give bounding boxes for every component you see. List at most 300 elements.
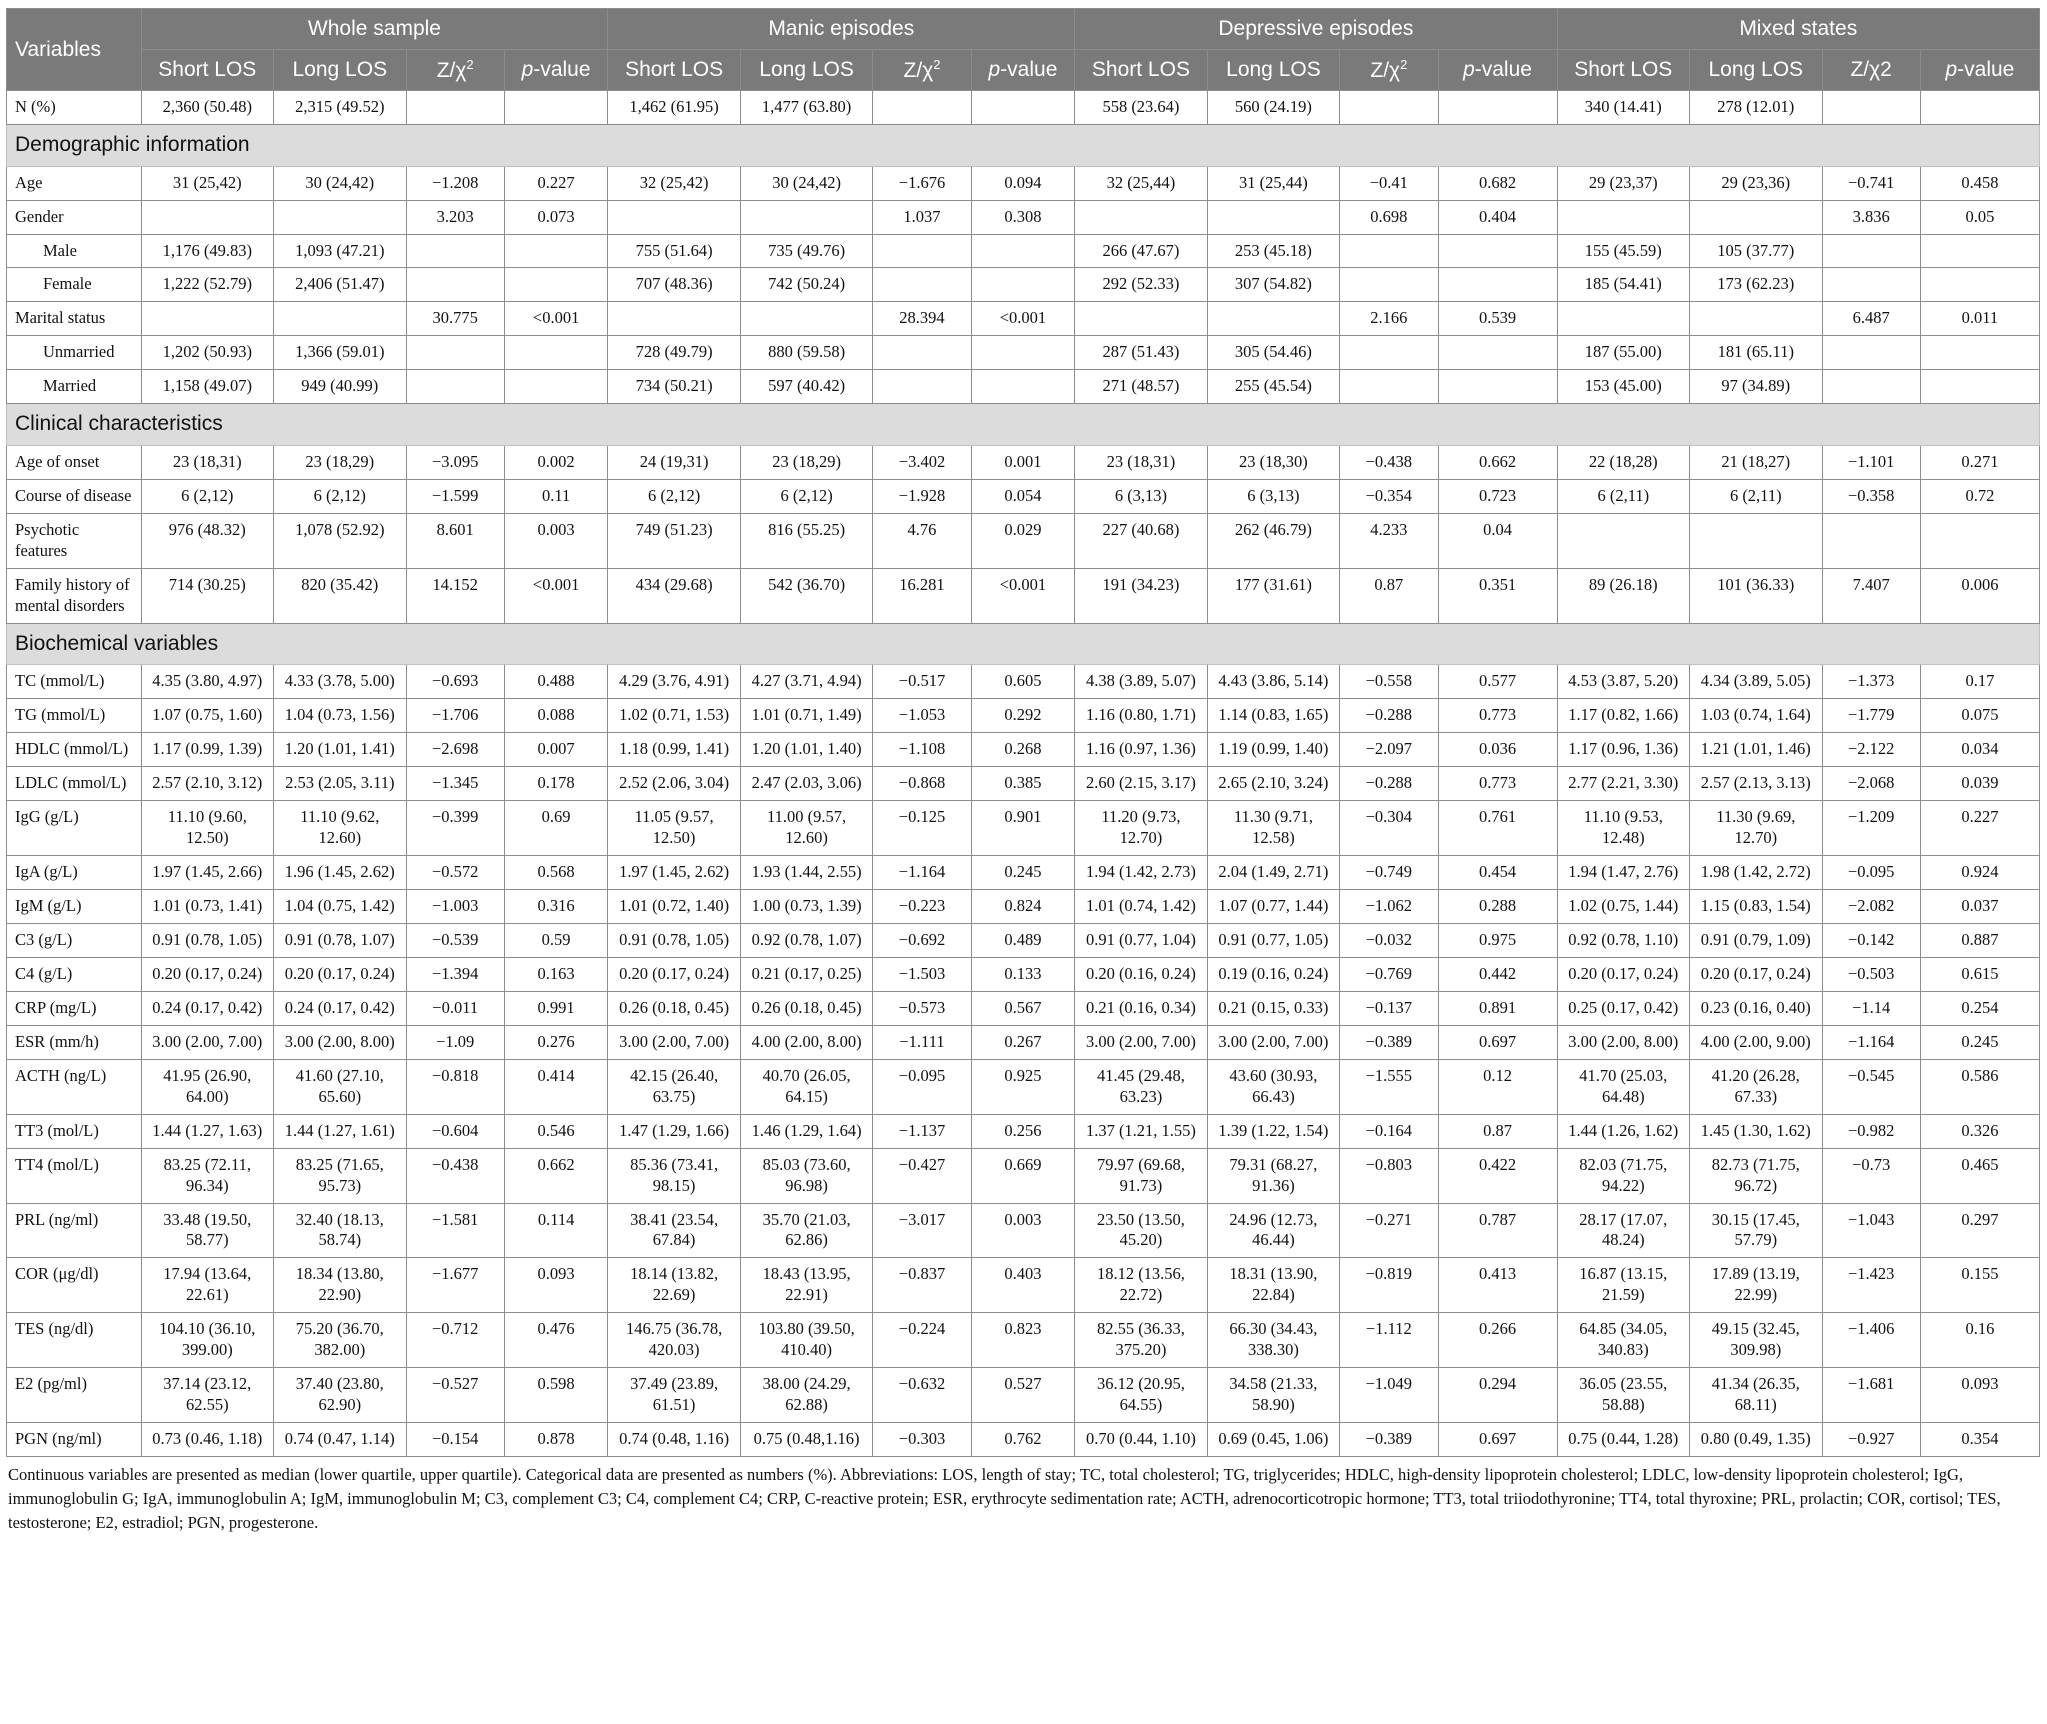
- table-cell: 1.93 (1.44, 2.55): [740, 856, 872, 890]
- row-label: CRP (mg/L): [7, 991, 142, 1025]
- table-cell: 30.775: [406, 302, 504, 336]
- table-cell: 0.527: [971, 1368, 1075, 1423]
- table-cell: 6 (2,12): [608, 479, 740, 513]
- table-row: [7, 234, 2040, 268]
- table-row: [7, 1148, 2040, 1203]
- table-cell: 1.45 (1.30, 1.62): [1690, 1114, 1822, 1148]
- row-label: Course of disease: [7, 479, 142, 513]
- table-cell: 0.26 (0.18, 0.45): [608, 991, 740, 1025]
- table-cell: [971, 234, 1075, 268]
- table-row: [7, 1203, 2040, 1258]
- table-cell: [504, 234, 608, 268]
- table-cell: 0.761: [1438, 801, 1557, 856]
- table-cell: [1340, 268, 1438, 302]
- table-cell: −1.208: [406, 166, 504, 200]
- row-label: TT4 (mol/L): [7, 1148, 142, 1203]
- table-cell: 31 (25,44): [1207, 166, 1339, 200]
- table-cell: [1920, 91, 2039, 125]
- table-cell: 4.53 (3.87, 5.20): [1557, 665, 1689, 699]
- table-cell: 36.12 (20.95, 64.55): [1075, 1368, 1207, 1423]
- table-cell: −1.406: [1822, 1313, 1920, 1368]
- table-cell: −0.517: [873, 665, 971, 699]
- table-cell: 305 (54.46): [1207, 336, 1339, 370]
- table-cell: [1920, 234, 2039, 268]
- table-cell: 146.75 (36.78, 420.03): [608, 1313, 740, 1368]
- table-cell: [740, 200, 872, 234]
- table-cell: −0.803: [1340, 1148, 1438, 1203]
- table-cell: 2.47 (2.03, 3.06): [740, 767, 872, 801]
- table-cell: 1.47 (1.29, 1.66): [608, 1114, 740, 1148]
- table-cell: [1920, 268, 2039, 302]
- table-cell: [873, 336, 971, 370]
- row-label: PRL (ng/ml): [7, 1203, 142, 1258]
- table-cell: 880 (59.58): [740, 336, 872, 370]
- row-label: Married: [7, 370, 142, 404]
- table-cell: 0.267: [971, 1025, 1075, 1059]
- subheader-g0-c1: Long LOS: [274, 50, 406, 91]
- table-cell: 0.925: [971, 1059, 1075, 1114]
- table-cell: 0.698: [1340, 200, 1438, 234]
- table-cell: 41.34 (26.35, 68.11): [1690, 1368, 1822, 1423]
- table-cell: [504, 268, 608, 302]
- table-cell: [873, 268, 971, 302]
- table-cell: 32 (25,42): [608, 166, 740, 200]
- table-cell: 29 (23,37): [1557, 166, 1689, 200]
- table-cell: 1.01 (0.71, 1.49): [740, 699, 872, 733]
- table-cell: 22 (18,28): [1557, 445, 1689, 479]
- table-cell: 0.20 (0.17, 0.24): [274, 957, 406, 991]
- section-row: [7, 623, 2040, 665]
- table-cell: −0.399: [406, 801, 504, 856]
- table-row: [7, 479, 2040, 513]
- table-cell: 2.52 (2.06, 3.04): [608, 767, 740, 801]
- table-cell: 0.823: [971, 1313, 1075, 1368]
- table-cell: −1.049: [1340, 1368, 1438, 1423]
- table-cell: 104.10 (36.10, 399.00): [141, 1313, 273, 1368]
- table-cell: 949 (40.99): [274, 370, 406, 404]
- table-cell: 0.23 (0.16, 0.40): [1690, 991, 1822, 1025]
- table-cell: 3.836: [1822, 200, 1920, 234]
- table-cell: 0.21 (0.15, 0.33): [1207, 991, 1339, 1025]
- table-cell: 4.34 (3.89, 5.05): [1690, 665, 1822, 699]
- table-cell: 23 (18,31): [141, 445, 273, 479]
- table-cell: 0.682: [1438, 166, 1557, 200]
- table-row: [7, 923, 2040, 957]
- table-cell: [1438, 370, 1557, 404]
- table-cell: −1.101: [1822, 445, 1920, 479]
- table-cell: 11.30 (9.71, 12.58): [1207, 801, 1339, 856]
- table-cell: 253 (45.18): [1207, 234, 1339, 268]
- table-cell: [1340, 91, 1438, 125]
- table-cell: 0.227: [1920, 801, 2039, 856]
- subheader-g1-c0: Short LOS: [608, 50, 740, 91]
- table-cell: 2.166: [1340, 302, 1438, 336]
- table-cell: 227 (40.68): [1075, 513, 1207, 568]
- table-cell: [608, 302, 740, 336]
- table-cell: 0.133: [971, 957, 1075, 991]
- row-label: COR (μg/dl): [7, 1258, 142, 1313]
- row-label: Age: [7, 166, 142, 200]
- header-group-row: [7, 9, 2040, 50]
- row-label: ACTH (ng/L): [7, 1059, 142, 1114]
- table-cell: 49.15 (32.45, 309.98): [1690, 1313, 1822, 1368]
- table-cell: −0.427: [873, 1148, 971, 1203]
- table-cell: [1438, 91, 1557, 125]
- table-cell: 7.407: [1822, 568, 1920, 623]
- table-row: [7, 957, 2040, 991]
- table-cell: [873, 370, 971, 404]
- row-label: Male: [7, 234, 142, 268]
- table-cell: 1.00 (0.73, 1.39): [740, 889, 872, 923]
- table-cell: 64.85 (34.05, 340.83): [1557, 1313, 1689, 1368]
- table-row: [7, 370, 2040, 404]
- table-cell: 185 (54.41): [1557, 268, 1689, 302]
- table-row: [7, 568, 2040, 623]
- table-cell: 1.94 (1.42, 2.73): [1075, 856, 1207, 890]
- table-cell: −1.164: [1822, 1025, 1920, 1059]
- row-label: C4 (g/L): [7, 957, 142, 991]
- table-cell: 2.60 (2.15, 3.17): [1075, 767, 1207, 801]
- table-cell: 0.288: [1438, 889, 1557, 923]
- table-cell: [1557, 302, 1689, 336]
- table-cell: 0.24 (0.17, 0.42): [274, 991, 406, 1025]
- table-cell: −1.053: [873, 699, 971, 733]
- table-cell: 3.00 (2.00, 7.00): [608, 1025, 740, 1059]
- table-cell: 1,093 (47.21): [274, 234, 406, 268]
- table-cell: 4.00 (2.00, 8.00): [740, 1025, 872, 1059]
- table-cell: −1.599: [406, 479, 504, 513]
- table-cell: <0.001: [971, 568, 1075, 623]
- table-cell: 43.60 (30.93, 66.43): [1207, 1059, 1339, 1114]
- table-cell: 37.14 (23.12, 62.55): [141, 1368, 273, 1423]
- row-label: Psychotic features: [7, 513, 142, 568]
- table-cell: [1920, 336, 2039, 370]
- subheader-g0-c2: $Z/\chi^2$: [406, 50, 504, 91]
- table-cell: 2.57 (2.10, 3.12): [141, 767, 273, 801]
- table-cell: −0.527: [406, 1368, 504, 1423]
- table-cell: 28.394: [873, 302, 971, 336]
- row-label: Age of onset: [7, 445, 142, 479]
- table-row: [7, 1114, 2040, 1148]
- table-cell: 542 (36.70): [740, 568, 872, 623]
- table-cell: 0.92 (0.78, 1.07): [740, 923, 872, 957]
- table-cell: [608, 200, 740, 234]
- table-cell: 0.91 (0.78, 1.07): [274, 923, 406, 957]
- table-cell: −0.741: [1822, 166, 1920, 200]
- table-cell: 1.07 (0.77, 1.44): [1207, 889, 1339, 923]
- table-cell: [1438, 268, 1557, 302]
- table-cell: 0.489: [971, 923, 1075, 957]
- table-row: [7, 699, 2040, 733]
- table-cell: 32 (25,44): [1075, 166, 1207, 200]
- subheader-g3-c2: Z/χ2: [1822, 50, 1920, 91]
- table-cell: −1.676: [873, 166, 971, 200]
- table-cell: 307 (54.82): [1207, 268, 1339, 302]
- table-cell: 1.94 (1.47, 2.76): [1557, 856, 1689, 890]
- table-cell: 4.233: [1340, 513, 1438, 568]
- subheader-g2-c3: p-value: [1438, 50, 1557, 91]
- table-cell: 28.17 (17.07, 48.24): [1557, 1203, 1689, 1258]
- table-cell: 4.00 (2.00, 9.00): [1690, 1025, 1822, 1059]
- table-cell: −0.389: [1340, 1423, 1438, 1457]
- table-cell: 0.669: [971, 1148, 1075, 1203]
- subheader-g1-c3: p-value: [971, 50, 1075, 91]
- table-cell: 177 (31.61): [1207, 568, 1339, 623]
- table-cell: 0.924: [1920, 856, 2039, 890]
- row-label: LDLC (mmol/L): [7, 767, 142, 801]
- table-cell: −0.818: [406, 1059, 504, 1114]
- table-cell: 0.11: [504, 479, 608, 513]
- table-cell: [406, 234, 504, 268]
- table-cell: 24.96 (12.73, 46.44): [1207, 1203, 1339, 1258]
- table-cell: 0.036: [1438, 733, 1557, 767]
- subheader-g0-c3: p-value: [504, 50, 608, 91]
- table-cell: 728 (49.79): [608, 336, 740, 370]
- table-cell: −1.681: [1822, 1368, 1920, 1423]
- table-cell: 3.00 (2.00, 8.00): [274, 1025, 406, 1059]
- table-row: [7, 1258, 2040, 1313]
- table-cell: 0.385: [971, 767, 1075, 801]
- table-cell: 1.97 (1.45, 2.66): [141, 856, 273, 890]
- table-cell: 29 (23,36): [1690, 166, 1822, 200]
- table-cell: 23 (18,31): [1075, 445, 1207, 479]
- table-cell: 0.26 (0.18, 0.45): [740, 991, 872, 1025]
- table-cell: 41.60 (27.10, 65.60): [274, 1059, 406, 1114]
- table-cell: −3.017: [873, 1203, 971, 1258]
- table-cell: 155 (45.59): [1557, 234, 1689, 268]
- table-cell: 79.97 (69.68, 91.73): [1075, 1148, 1207, 1203]
- group-header-manic: Manic episodes: [608, 9, 1075, 50]
- table-cell: 0.697: [1438, 1025, 1557, 1059]
- table-cell: −2.122: [1822, 733, 1920, 767]
- table-cell: 0.007: [504, 733, 608, 767]
- table-cell: [971, 91, 1075, 125]
- table-cell: 0.891: [1438, 991, 1557, 1025]
- table-cell: −0.164: [1340, 1114, 1438, 1148]
- table-cell: 83.25 (72.11, 96.34): [141, 1148, 273, 1203]
- table-cell: 1.16 (0.80, 1.71): [1075, 699, 1207, 733]
- table-cell: 0.546: [504, 1114, 608, 1148]
- table-cell: 734 (50.21): [608, 370, 740, 404]
- table-cell: 6 (2,12): [740, 479, 872, 513]
- table-cell: −1.112: [1340, 1313, 1438, 1368]
- table-cell: 0.87: [1438, 1114, 1557, 1148]
- table-cell: 816 (55.25): [740, 513, 872, 568]
- table-cell: −0.632: [873, 1368, 971, 1423]
- table-cell: −0.288: [1340, 699, 1438, 733]
- table-cell: 0.91 (0.77, 1.04): [1075, 923, 1207, 957]
- table-cell: 0.91 (0.78, 1.05): [141, 923, 273, 957]
- table-cell: −0.125: [873, 801, 971, 856]
- table-cell: 4.33 (3.78, 5.00): [274, 665, 406, 699]
- table-cell: [1075, 200, 1207, 234]
- subheader-g3-c3: p-value: [1920, 50, 2039, 91]
- row-label: Marital status: [7, 302, 142, 336]
- table-cell: 3.00 (2.00, 7.00): [1075, 1025, 1207, 1059]
- section-heading: Biochemical variables: [7, 623, 2040, 665]
- subheader-g0-c0: Short LOS: [141, 50, 273, 91]
- table-cell: 18.34 (13.80, 22.90): [274, 1258, 406, 1313]
- table-cell: [1207, 302, 1339, 336]
- section-heading: Demographic information: [7, 124, 2040, 166]
- table-cell: 0.25 (0.17, 0.42): [1557, 991, 1689, 1025]
- table-cell: 749 (51.23): [608, 513, 740, 568]
- table-cell: −0.712: [406, 1313, 504, 1368]
- group-header-mixed: Mixed states: [1557, 9, 2039, 50]
- table-cell: 1.04 (0.73, 1.56): [274, 699, 406, 733]
- table-cell: 153 (45.00): [1557, 370, 1689, 404]
- table-cell: 0.227: [504, 166, 608, 200]
- table-cell: 41.95 (26.90, 64.00): [141, 1059, 273, 1114]
- table-cell: 0.326: [1920, 1114, 2039, 1148]
- row-label: IgM (g/L): [7, 889, 142, 923]
- table-cell: 0.598: [504, 1368, 608, 1423]
- table-cell: 0.773: [1438, 699, 1557, 733]
- table-cell: 0.266: [1438, 1313, 1557, 1368]
- table-cell: −0.749: [1340, 856, 1438, 890]
- table-cell: 0.568: [504, 856, 608, 890]
- table-cell: 0.605: [971, 665, 1075, 699]
- table-cell: 0.24 (0.17, 0.42): [141, 991, 273, 1025]
- table-cell: 1.01 (0.74, 1.42): [1075, 889, 1207, 923]
- table-cell: 0.75 (0.48,1.16): [740, 1423, 872, 1457]
- table-cell: −0.271: [1340, 1203, 1438, 1258]
- subheader-g3-c1: Long LOS: [1690, 50, 1822, 91]
- table-cell: 0.586: [1920, 1059, 2039, 1114]
- table-cell: 2.77 (2.21, 3.30): [1557, 767, 1689, 801]
- subheader-g1-c2: $Z/\chi^2$: [873, 50, 971, 91]
- table-cell: 0.442: [1438, 957, 1557, 991]
- table-cell: 41.70 (25.03, 64.48): [1557, 1059, 1689, 1114]
- table-row: [7, 889, 2040, 923]
- table-cell: 0.662: [504, 1148, 608, 1203]
- table-cell: 1.21 (1.01, 1.46): [1690, 733, 1822, 767]
- table-cell: 11.10 (9.62, 12.60): [274, 801, 406, 856]
- table-cell: 0.75 (0.44, 1.28): [1557, 1423, 1689, 1457]
- table-cell: 40.70 (26.05, 64.15): [740, 1059, 872, 1114]
- table-cell: 0.308: [971, 200, 1075, 234]
- table-cell: [971, 336, 1075, 370]
- table-cell: −0.032: [1340, 923, 1438, 957]
- table-cell: 30 (24,42): [740, 166, 872, 200]
- table-cell: 0.878: [504, 1423, 608, 1457]
- table-cell: 1.15 (0.83, 1.54): [1690, 889, 1822, 923]
- table-row: [7, 513, 2040, 568]
- table-cell: −1.209: [1822, 801, 1920, 856]
- table-cell: 1,202 (50.93): [141, 336, 273, 370]
- table-cell: [504, 370, 608, 404]
- table-cell: [1822, 370, 1920, 404]
- table-cell: 0.662: [1438, 445, 1557, 479]
- table-cell: 262 (46.79): [1207, 513, 1339, 568]
- table-cell: 38.41 (23.54, 67.84): [608, 1203, 740, 1258]
- table-cell: 187 (55.00): [1557, 336, 1689, 370]
- row-label: TES (ng/dl): [7, 1313, 142, 1368]
- table-cell: −0.819: [1340, 1258, 1438, 1313]
- table-cell: −1.677: [406, 1258, 504, 1313]
- table-cell: 8.601: [406, 513, 504, 568]
- table-cell: [1822, 234, 1920, 268]
- table-cell: [274, 302, 406, 336]
- table-cell: −0.769: [1340, 957, 1438, 991]
- table-cell: 1,078 (52.92): [274, 513, 406, 568]
- table-cell: 34.58 (21.33, 58.90): [1207, 1368, 1339, 1423]
- table-cell: 1,222 (52.79): [141, 268, 273, 302]
- table-cell: 0.403: [971, 1258, 1075, 1313]
- table-cell: [1690, 513, 1822, 568]
- table-cell: 1.18 (0.99, 1.41): [608, 733, 740, 767]
- table-cell: 0.351: [1438, 568, 1557, 623]
- table-cell: 0.465: [1920, 1148, 2039, 1203]
- table-cell: 0.163: [504, 957, 608, 991]
- table-cell: −2.698: [406, 733, 504, 767]
- table-cell: 1,176 (49.83): [141, 234, 273, 268]
- table-cell: 558 (23.64): [1075, 91, 1207, 125]
- table-cell: 0.73 (0.46, 1.18): [141, 1423, 273, 1457]
- table-cell: −0.358: [1822, 479, 1920, 513]
- table-cell: 0.20 (0.17, 0.24): [608, 957, 740, 991]
- table-cell: −0.389: [1340, 1025, 1438, 1059]
- table-cell: 0.991: [504, 991, 608, 1025]
- table-cell: −0.927: [1822, 1423, 1920, 1457]
- table-cell: 75.20 (36.70, 382.00): [274, 1313, 406, 1368]
- table-cell: 85.36 (73.41, 98.15): [608, 1148, 740, 1203]
- table-cell: 340 (14.41): [1557, 91, 1689, 125]
- table-cell: 597 (40.42): [740, 370, 872, 404]
- table-cell: 0.039: [1920, 767, 2039, 801]
- table-cell: 0.539: [1438, 302, 1557, 336]
- table-cell: 2,360 (50.48): [141, 91, 273, 125]
- table-cell: [406, 268, 504, 302]
- table-cell: 0.245: [1920, 1025, 2039, 1059]
- row-label: Female: [7, 268, 142, 302]
- table-cell: 0.80 (0.49, 1.35): [1690, 1423, 1822, 1457]
- table-cell: −0.095: [1822, 856, 1920, 890]
- table-cell: 97 (34.89): [1690, 370, 1822, 404]
- table-cell: −1.003: [406, 889, 504, 923]
- row-label: Gender: [7, 200, 142, 234]
- table-cell: 0.12: [1438, 1059, 1557, 1114]
- table-cell: −1.09: [406, 1025, 504, 1059]
- table-cell: 976 (48.32): [141, 513, 273, 568]
- table-cell: 1.037: [873, 200, 971, 234]
- table-cell: 1,158 (49.07): [141, 370, 273, 404]
- table-cell: [1690, 302, 1822, 336]
- table-cell: 11.20 (9.73, 12.70): [1075, 801, 1207, 856]
- table-cell: 0.093: [504, 1258, 608, 1313]
- results-table: [6, 8, 2040, 1457]
- table-cell: 0.697: [1438, 1423, 1557, 1457]
- table-cell: 6 (3,13): [1207, 479, 1339, 513]
- table-cell: 0.69 (0.45, 1.06): [1207, 1423, 1339, 1457]
- table-cell: 85.03 (73.60, 96.98): [740, 1148, 872, 1203]
- table-cell: <0.001: [504, 302, 608, 336]
- table-cell: [406, 91, 504, 125]
- table-cell: 0.155: [1920, 1258, 2039, 1313]
- row-label: N (%): [7, 91, 142, 125]
- row-label: Family history of mental disorders: [7, 568, 142, 623]
- table-cell: −0.011: [406, 991, 504, 1025]
- table-cell: 18.12 (13.56, 22.72): [1075, 1258, 1207, 1313]
- table-cell: [1557, 200, 1689, 234]
- table-cell: 0.20 (0.17, 0.24): [1690, 957, 1822, 991]
- table-row: [7, 801, 2040, 856]
- table-cell: −1.043: [1822, 1203, 1920, 1258]
- table-cell: 103.80 (39.50, 410.40): [740, 1313, 872, 1368]
- table-cell: −1.928: [873, 479, 971, 513]
- table-cell: 1.01 (0.73, 1.41): [141, 889, 273, 923]
- table-cell: 434 (29.68): [608, 568, 740, 623]
